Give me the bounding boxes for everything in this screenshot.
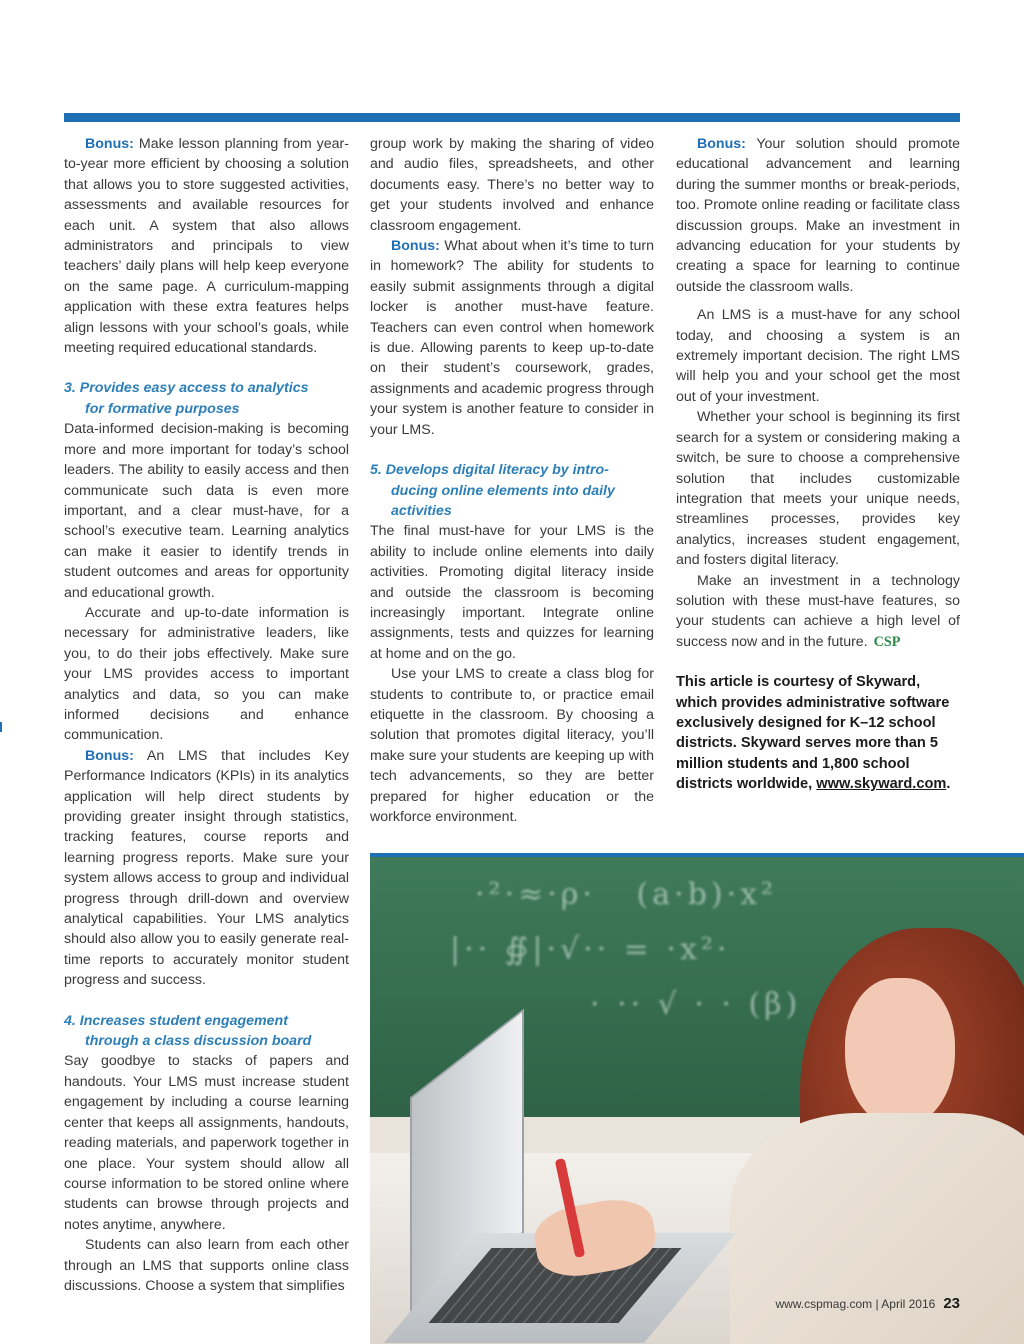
header-rule bbox=[64, 113, 960, 122]
paragraph: Data-informed decision-making is becoming more and more important for today’s school leaders. The ability to easily access and then communicate such data is even more important, and a clear must-have, for a school’s executive team. Learning analytics can make it easier to identify trends in student outcomes and areas for opportunity and educational growth. bbox=[64, 421, 349, 601]
paragraph bbox=[676, 571, 960, 653]
column-3 bbox=[676, 134, 960, 795]
paragraph: Students can also learn from each other through an LMS that supports online class discussions. Choose a system that simplifies bbox=[64, 1237, 349, 1294]
footer-separator: | bbox=[872, 1297, 882, 1311]
bonus-text: Your solution should promote educational advancement and learning during the summer months or break-periods, too. Promote online reading or facilitate class discussion groups. Make an investment in advancing education for your students by creating a space for learning to continue outside the classroom walls. bbox=[676, 136, 960, 295]
bonus-label: Bonus: bbox=[697, 136, 746, 152]
paragraph: Accurate and up-to-date information is necessary for administrative leaders, like you, to do their jobs effectively. Make sure your LMS provides access to important analytics and data, so you can make informed decisions and enhance communication. bbox=[64, 604, 349, 744]
section-heading-4 bbox=[64, 1011, 349, 1052]
margin-mark bbox=[0, 722, 2, 732]
heading-line: ducing online elements into daily bbox=[391, 482, 615, 499]
footer-date: April 2016 bbox=[881, 1297, 936, 1311]
heading-line: 4. Increases student engagement bbox=[64, 1012, 288, 1029]
bonus-label: Bonus: bbox=[391, 238, 440, 255]
skyward-link[interactable]: www.skyward.com bbox=[816, 776, 947, 793]
column-1 bbox=[64, 134, 349, 1296]
bonus-paragraph-2 bbox=[64, 746, 349, 991]
paragraph: The final must-have for your LMS is the ability to include online elements into daily activities. Promoting digital literacy inside and outside the classroom is becoming increasingly important. Integrate online assignments, tests and quizzes for learning at home and on the go. bbox=[370, 523, 654, 662]
heading-line: 3. Provides easy access to analytics bbox=[64, 380, 309, 397]
paragraph: Say goodbye to stacks of papers and handouts. Your LMS must increase student engagement by including a course learning center that keeps all assignments, handouts, reading materials, and paperwork together in one place. Your system should allow all course information to be stored online where students can browse through projects and notes anytime, anywhere. bbox=[64, 1053, 349, 1233]
paragraph: group work by making the sharing of video and audio files, spreadsheets, and other documents easy. There’s no better way to get your students involved and enhance classroom engagement. bbox=[370, 136, 654, 234]
section-heading-3 bbox=[64, 378, 349, 419]
bonus-text: Make lesson planning from year-to-year more efficient by choosing a solution that allows you to store suggested activities, assessments and available resources for each unit. A system that also allows administrators and principals to view teachers’ daily plans will help keep everyone on the same page. A curriculum-mapping application with these extra features helps align lessons with your school’s goals, while meeting required educational standards. bbox=[64, 136, 349, 357]
bonus-paragraph bbox=[370, 236, 654, 440]
bonus-label: Bonus: bbox=[85, 747, 134, 764]
bonus-text: An LMS that includes Key Performance Indicators (KPIs) in its analytics application will help direct students by providing greater insight through statistics, tracking features, course reports and learning progress reports. Make sure your system allows access to group and individual progress through drill-down and overview analytical capabilities. Your LMS analytics should also allow you to easily generate real-time reports to accurately monitor student progress and success. bbox=[64, 747, 349, 989]
footer-site[interactable]: www.cspmag.com bbox=[775, 1297, 873, 1311]
paragraph: Use your LMS to create a class blog for students to contribute to, or practice email etiquette in the classroom. By choosing a solution that promotes digital literacy, you’ll make sure your students are keeping up with tech advancements, so they are better prepared for higher education or the workforce environment. bbox=[370, 666, 654, 825]
heading-line: activities bbox=[391, 502, 452, 519]
heading-line: through a class discussion board bbox=[85, 1033, 312, 1050]
page-number: 23 bbox=[943, 1295, 960, 1312]
chalk-formula: |·· ∯|·√·· = ·x²· bbox=[450, 932, 731, 967]
page-footer bbox=[775, 1295, 960, 1312]
article-credit bbox=[676, 672, 960, 794]
paragraph-text: Make an investment in a technology solution with these must-have features, so your students can achieve a high level of success now and in the future. bbox=[676, 572, 960, 650]
paragraph: Whether your school is beginning its first search for a system or considering making a switch, be sure to choose a comprehensive solution that includes customizable integration that meets your unique needs, streamlines processes, provides key analytics, increases student engagement, and fosters digital literacy. bbox=[676, 409, 960, 569]
credit-text: This article is courtesy of Skyward, which provides administrative software exclusively designed for K–12 school districts. Skyward serves more than 5 million students and 1,800 school districts worldwide, bbox=[676, 674, 950, 793]
article-photo bbox=[370, 853, 1024, 1344]
chalk-formula: · ·· √ · · (β) bbox=[590, 987, 802, 1022]
bonus-paragraph bbox=[676, 134, 960, 297]
column-2 bbox=[370, 134, 654, 827]
bonus-label: Bonus: bbox=[85, 136, 134, 152]
bonus-paragraph-1 bbox=[64, 134, 349, 358]
photo-top-rule bbox=[370, 853, 1024, 857]
section-heading-5 bbox=[370, 460, 654, 521]
credit-end: . bbox=[946, 776, 951, 793]
csp-end-mark: CSP bbox=[873, 633, 901, 650]
heading-line: 5. Develops digital literacy by intro- bbox=[370, 462, 609, 479]
student-face bbox=[845, 978, 955, 1128]
heading-line: for formative purposes bbox=[85, 400, 240, 417]
chalk-formula: ·²·≈·ρ· (a·b)·x² bbox=[475, 877, 778, 912]
paragraph: An LMS is a must-have for any school today, and choosing a system is an extremely important decision. The right LMS will help you and your school get the most out of your investment. bbox=[676, 307, 960, 405]
bonus-text: What about when it’s time to turn in homework? The ability for students to easily submit assignments through a digital locker is another must-have feature. Teachers can even control when homework is due. Allowing parents to keep up-to-date on their student’s coursework, grades, assignments and academic progress through your system is another feature to consider in your LMS. bbox=[370, 238, 654, 438]
